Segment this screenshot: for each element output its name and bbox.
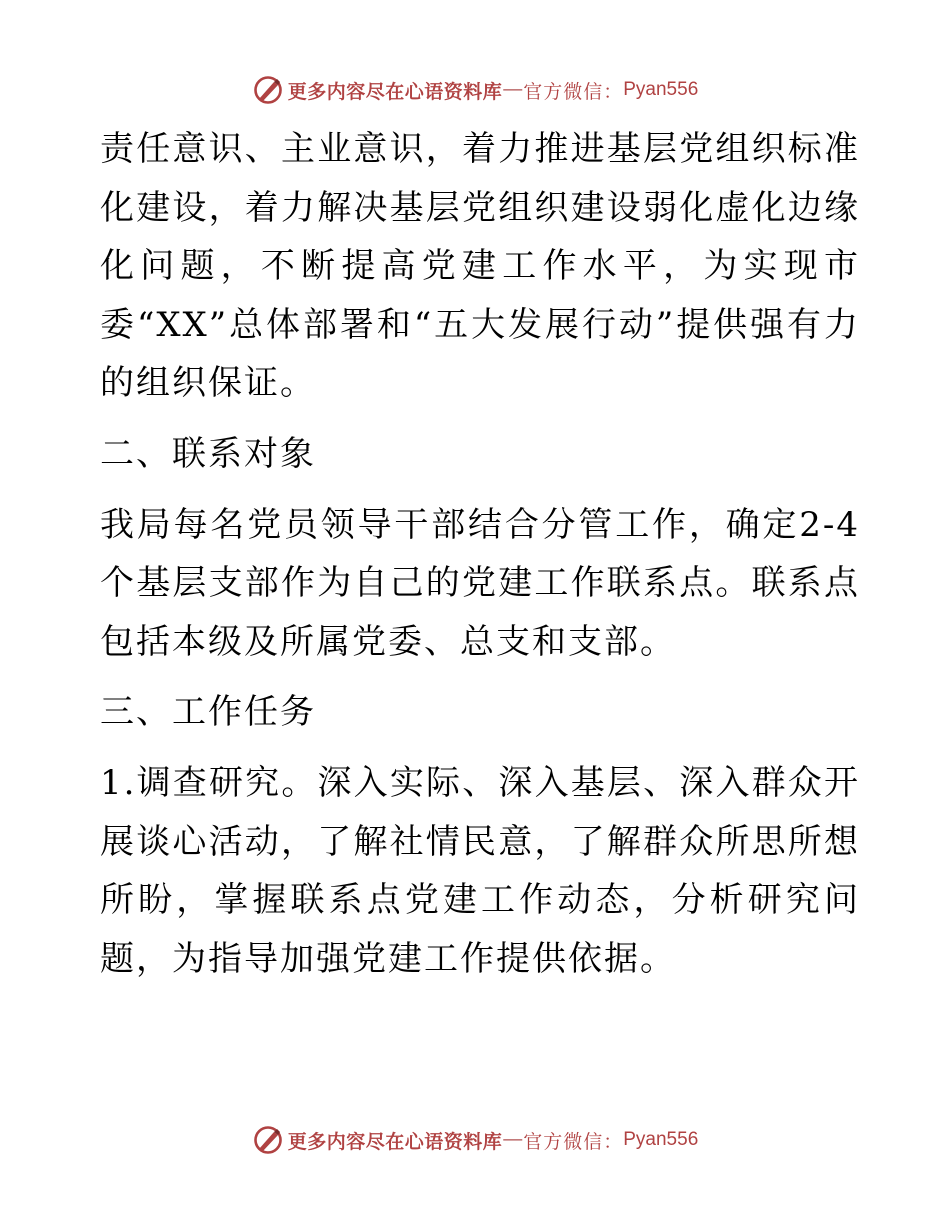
banner-dash: —: [503, 79, 523, 100]
section-heading-contacts: 二、联系对象: [100, 433, 316, 474]
header-banner: [0, 70, 950, 110]
section-heading-tasks: 三、工作任务: [100, 692, 316, 733]
banner-dash: —: [503, 1129, 523, 1150]
banner-wechat-id: Pyan556: [623, 1129, 699, 1150]
banner-wechat-label: 官方微信：: [523, 80, 624, 103]
task-item-research: 1.调查研究。深入实际、深入基层、深入群众开展谈心活动，了解社情民意，了解群众所思所想所盼，掌握联系点党建工作动态，分析研究问题，为指导加强党建工作提供依据。: [100, 762, 860, 979]
section-text-contacts: 我局每名党员领导干部结合分管工作，确定2-4个基层支部作为自己的党建工作联系点。联系点包括本级及所属党委、总支和支部。: [100, 504, 860, 662]
banner-wechat-label: 官方微信：: [523, 1130, 624, 1153]
banner-slogan: 更多内容尽在心语资料库: [287, 80, 503, 103]
pen-circle-logo-icon: [252, 74, 284, 106]
banner-wechat-id: Pyan556: [623, 79, 699, 100]
banner-slogan: 更多内容尽在心语资料库: [287, 1130, 503, 1153]
document-body: [100, 120, 860, 988]
intro-paragraph: 责任意识、主业意识，着力推进基层党组织标准化建设，着力解决基层党组织建设弱化虚化边缘化问题，不断提高党建工作水平，为实现市委“XX”总体部署和“五大发展行动”提供强有力的组织保证。: [100, 129, 860, 404]
pen-circle-logo-icon: [252, 1124, 284, 1156]
footer-banner: [0, 1120, 950, 1160]
